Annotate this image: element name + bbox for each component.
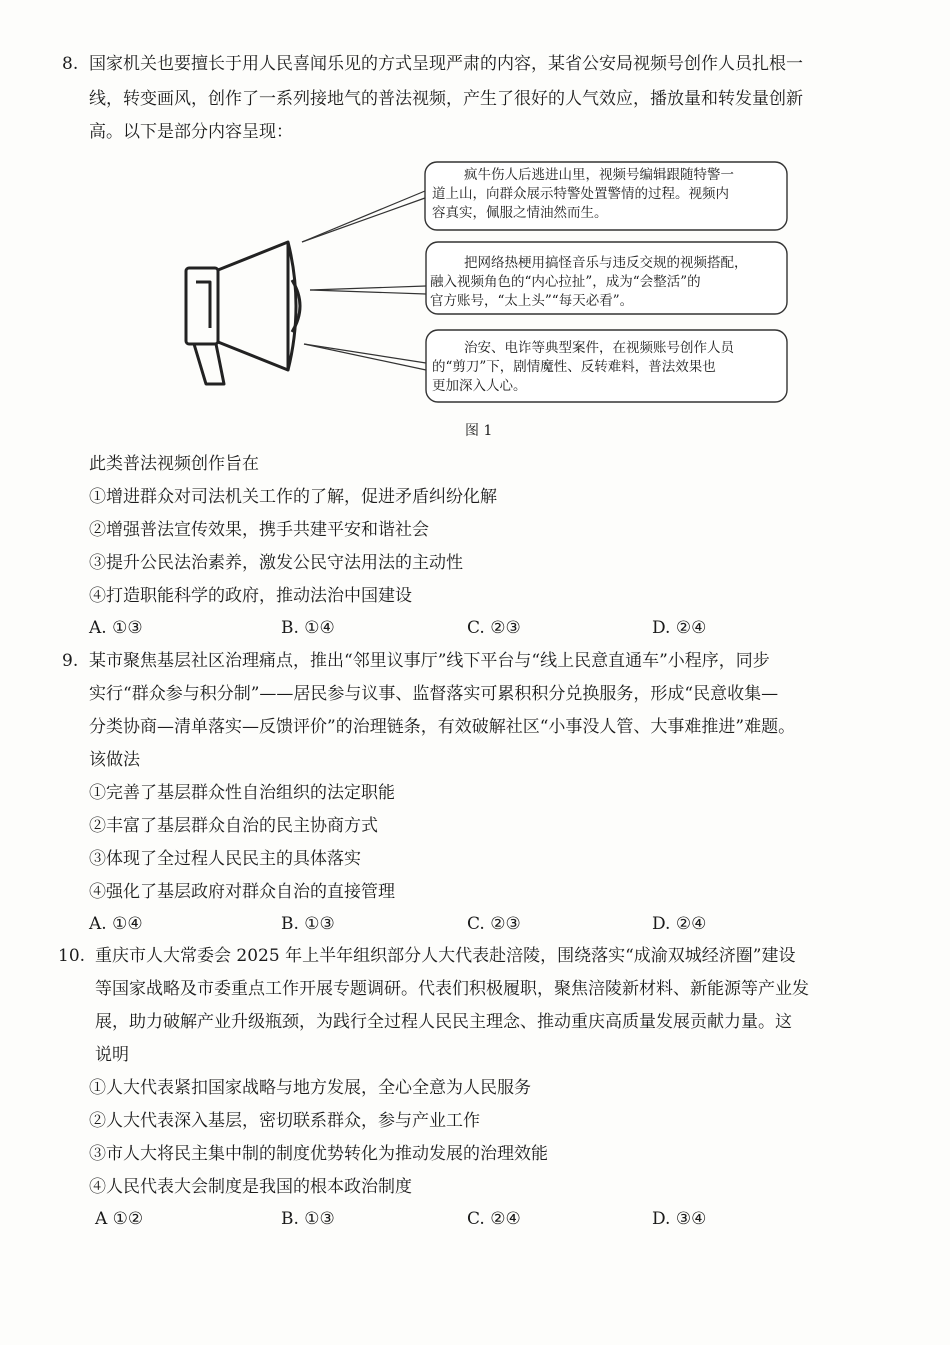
q10-option-c[interactable]: C. ②④ [467,1209,521,1229]
q10-number: 10. [58,946,86,966]
q9-option-c[interactable]: C. ②③ [467,914,521,934]
q8-option-d[interactable]: D. ②④ [652,618,707,638]
q10-option-b[interactable]: B. ①③ [281,1209,335,1229]
q8-bubble-1-line-3: 容真实，佩服之情油然而生。 [432,205,608,221]
q8-statement-4: ④打造职能科学的政府，推动法治中国建设 [89,586,412,606]
q8-stem-line-3: 高。以下是部分内容呈现： [89,122,293,142]
q8-bubble-2-line-2: 融入视频角色的“内心拉扯”，成为“会整活”的 [430,274,701,290]
q9-statement-3: ③体现了全过程人民民主的具体落实 [89,849,361,869]
q8-number: 8. [62,54,79,74]
q10-stem-line-2: 等国家战略及市委重点工作开展专题调研。代表们积极履职，聚焦涪陵新材料、新能源等产业发 [95,979,809,999]
q9-stem-line-2: 实行“群众参与积分制”——居民参与议事、监督落实可累积积分兑换服务，形成“民意收集— [89,684,779,704]
q10-stem-line-3: 展，助力破解产业升级瓶颈，为践行全过程人民民主理念、推动重庆高质量发展贡献力量。这 [95,1012,792,1032]
q10-statement-2: ②人大代表深入基层，密切联系群众，参与产业工作 [89,1111,480,1131]
q9-stem-line-4: 该做法 [89,750,140,770]
q8-bubble-3-line-2: 的“剪刀”下，剧情魔性、反转难料，普法效果也 [432,359,716,375]
q8-bubble-1-line-1: 疯牛伤人后逃进山里，视频号编辑跟随特警一 [464,167,734,183]
q9-option-a[interactable]: A. ①④ [89,914,143,934]
q8-option-a[interactable]: A. ①③ [89,618,143,638]
q8-figure [180,158,790,408]
q8-bubble-2-line-3: 官方账号，“太上头”“每天必看”。 [430,293,634,309]
q8-question: 此类普法视频创作旨在 [89,454,259,474]
q9-stem-line-1: 某市聚焦基层社区治理痛点，推出“邻里议事厅”线下平台与“线上民意直通车”小程序，同步 [89,651,770,671]
q10-statement-3: ③市人大将民主集中制的制度优势转化为推动发展的治理效能 [89,1144,548,1164]
q9-option-d[interactable]: D. ②④ [652,914,707,934]
q8-statement-2: ②增强普法宣传效果，携手共建平安和谐社会 [89,520,429,540]
q9-statement-4: ④强化了基层政府对群众自治的直接管理 [89,882,395,902]
q10-statement-1: ①人大代表紧扣国家战略与地方发展，全心全意为人民服务 [89,1078,531,1098]
q10-statement-4: ④人民代表大会制度是我国的根本政治制度 [89,1177,412,1197]
q9-stem-line-3: 分类协商—清单落实—反馈评价”的治理链条，有效破解社区“小事没人管、大事难推进”难题。 [89,717,796,737]
q9-statement-1: ①完善了基层群众性自治组织的法定职能 [89,783,395,803]
q10-option-d[interactable]: D. ③④ [652,1209,707,1229]
q9-number: 9. [62,651,79,671]
megaphone-icon [186,242,300,384]
q8-bubble-1-line-2: 道上山，向群众展示特警处置警情的过程。视频内 [432,186,729,202]
q8-stem-line-1: 国家机关也要擅长于用人民喜闻乐见的方式呈现严肃的内容，某省公安局视频号创作人员扎根一 [89,54,803,74]
q10-option-a[interactable]: A ①② [95,1209,144,1229]
q8-statement-3: ③提升公民法治素养，激发公民守法用法的主动性 [89,553,463,573]
q8-option-b[interactable]: B. ①④ [281,618,335,638]
q8-statement-1: ①增进群众对司法机关工作的了解，促进矛盾纠纷化解 [89,487,497,507]
q10-stem-line-4: 说明 [95,1045,129,1065]
q8-figure-caption: 图 1 [465,423,493,439]
q10-stem-line-1: 重庆市人大常委会 2025 年上半年组织部分人大代表赴涪陵，围绕落实“成渝双城经济圈”建设 [95,946,796,966]
q8-bubble-3-line-3: 更加深入人心。 [432,378,527,394]
q8-bubble-3-line-1: 治安、电诈等典型案件，在视频账号创作人员 [464,340,734,356]
q8-bubble-2-line-1: 把网络热梗用搞怪音乐与违反交规的视频搭配， [464,255,748,271]
q9-option-b[interactable]: B. ①③ [281,914,335,934]
q8-stem-line-2: 线，转变画风，创作了一系列接地气的普法视频，产生了很好的人气效应，播放量和转发量创新 [89,89,803,109]
q9-statement-2: ②丰富了基层群众自治的民主协商方式 [89,816,378,836]
q8-option-c[interactable]: C. ②③ [467,618,521,638]
